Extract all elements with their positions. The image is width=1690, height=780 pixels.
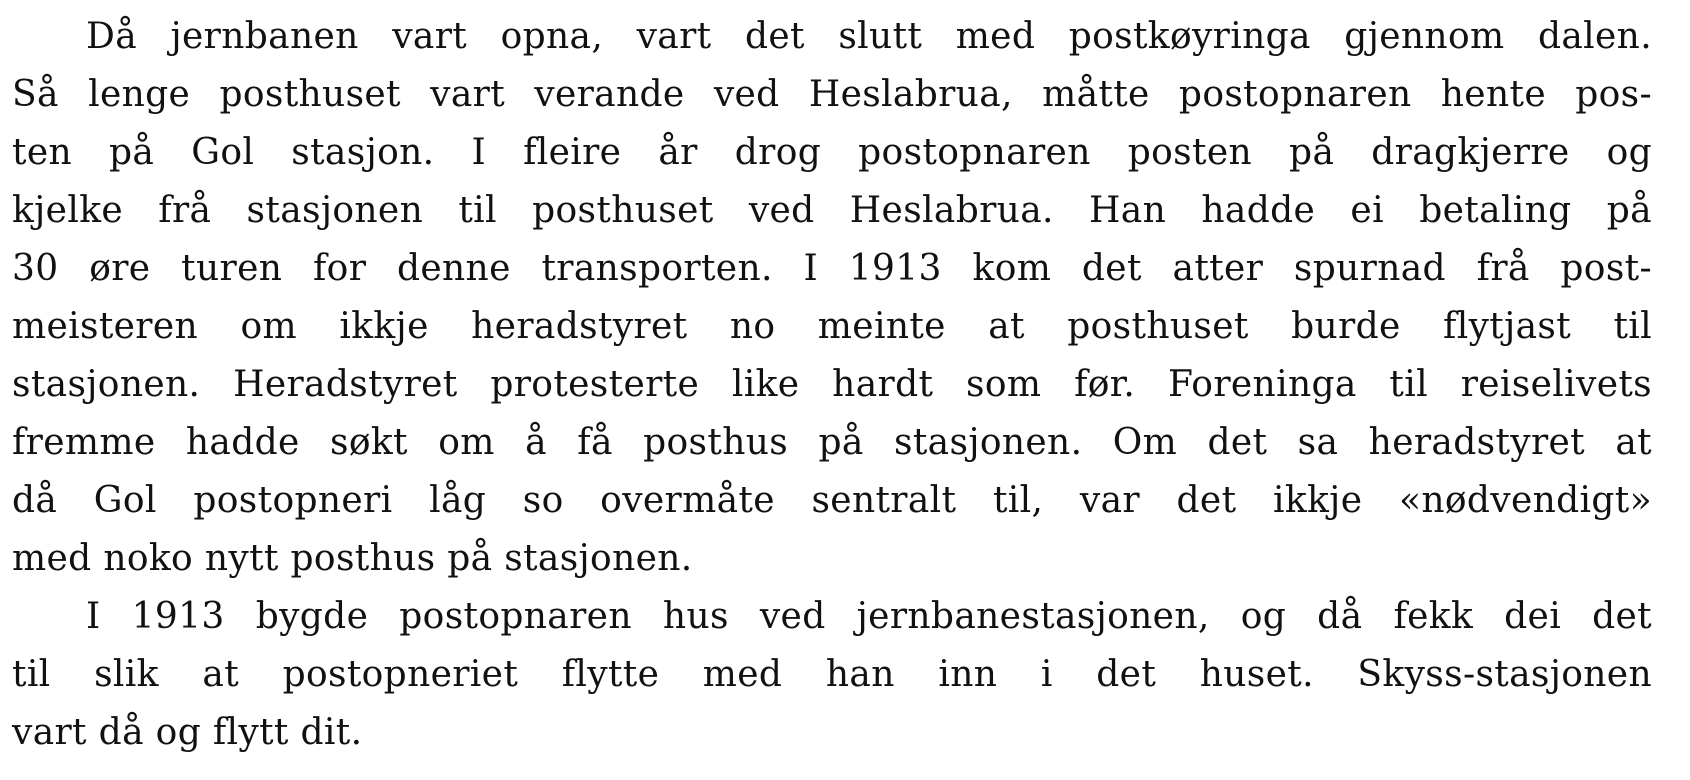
- paragraph-1-line-9: då Gol postopneri låg so overmåte sentralt til, var det ikkje «nødvendigt»: [12, 480, 1652, 521]
- paragraph-1-line-5: 30 øre turen for denne transporten. I 1913 kom det atter spurnad frå post-: [12, 248, 1652, 289]
- paragraph-1-line-4: kjelke frå stasjonen til posthuset ved Heslabrua. Han hadde ei betaling på: [12, 190, 1652, 231]
- paragraph-1-line-6: meisteren om ikkje heradstyret no meinte at posthuset burde flytjast til: [12, 306, 1652, 347]
- paragraph-2-line-3: vart då og flytt dit.: [12, 712, 363, 753]
- paragraph-1-line-8: fremme hadde søkt om å få posthus på stasjonen. Om det sa heradstyret at: [12, 422, 1652, 463]
- paragraph-1-line-3: ten på Gol stasjon. I fleire år drog postopnaren posten på dragkjerre og: [12, 132, 1652, 173]
- paragraph-2-line-1: I 1913 bygde postopnaren hus ved jernbanestasjonen, og då fekk dei det: [86, 596, 1652, 637]
- paragraph-1-line-1: Då jernbanen vart opna, vart det slutt med postkøyringa gjennom dalen.: [86, 16, 1652, 57]
- paragraph-1-line-7: stasjonen. Heradstyret protesterte like hardt som før. Foreninga til reiselivets: [12, 364, 1652, 405]
- paragraph-1-line-10: med noko nytt posthus på stasjonen.: [12, 538, 693, 579]
- paragraph-2-line-2: til slik at postopneriet flytte med han inn i det huset. Skyss-stasjonen: [12, 654, 1652, 695]
- paragraph-1-line-2: Så lenge posthuset vart verande ved Heslabrua, måtte postopnaren hente pos-: [12, 74, 1652, 115]
